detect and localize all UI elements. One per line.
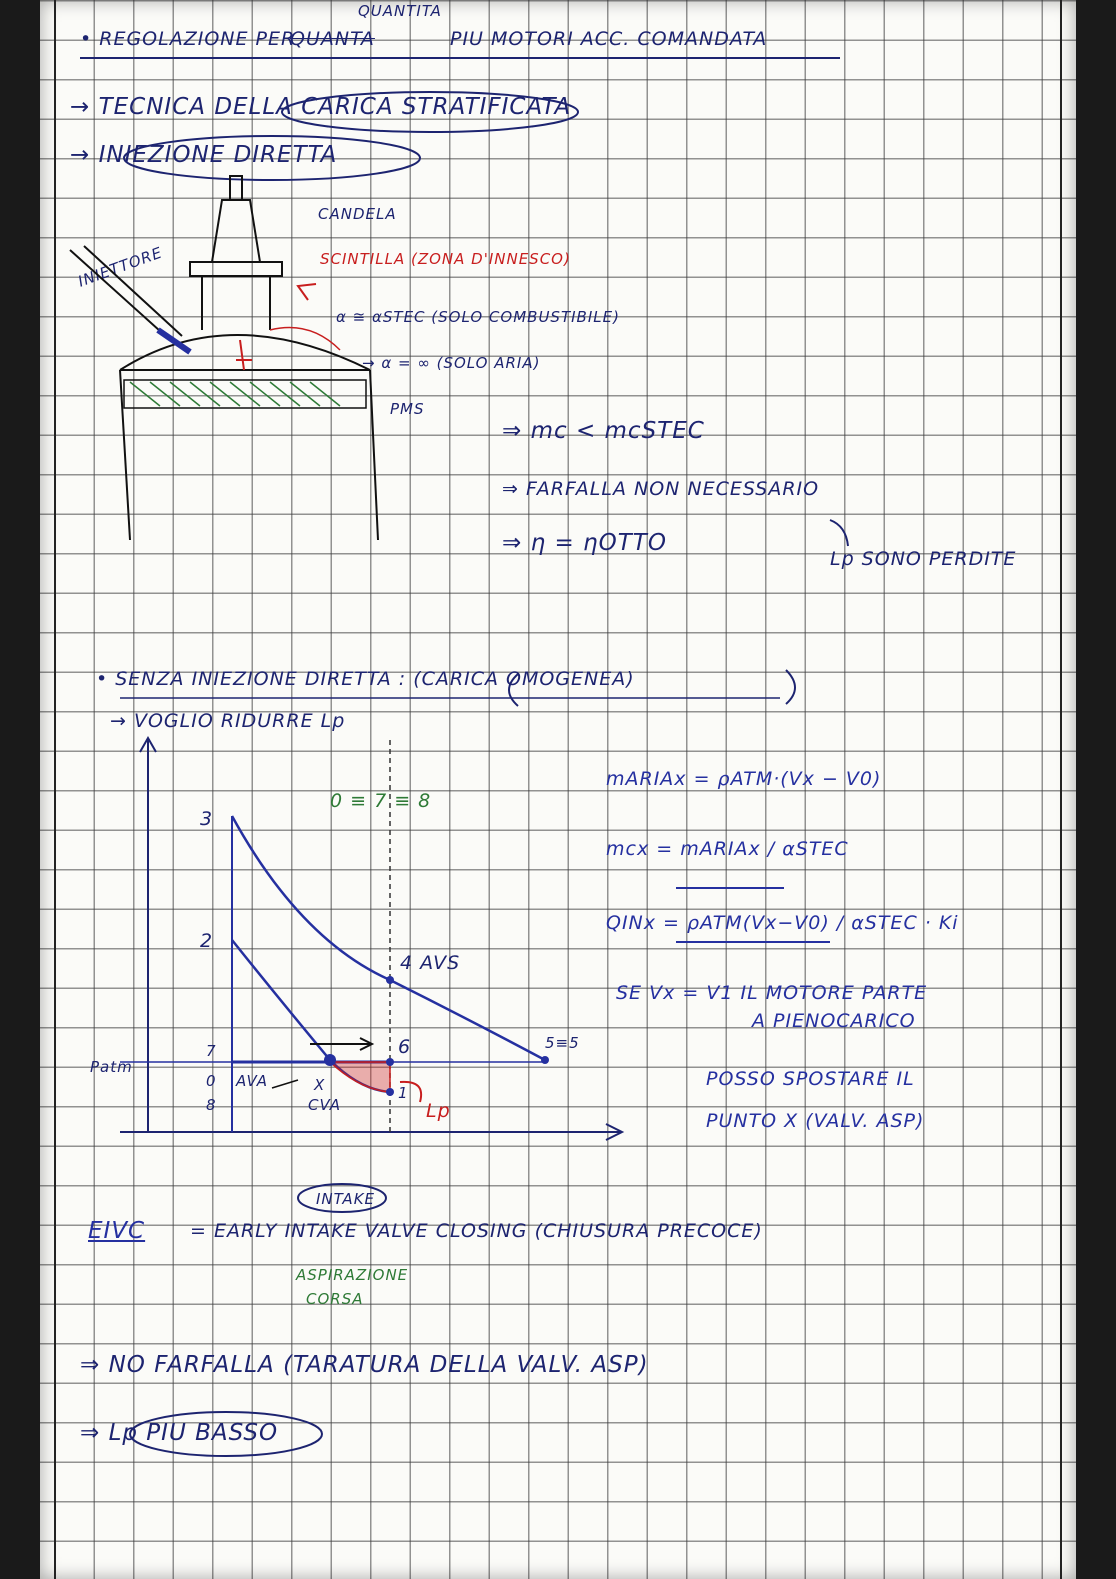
point-4: 4 AVS bbox=[400, 952, 461, 974]
label-candela: CANDELA bbox=[318, 205, 397, 223]
point-6: 6 bbox=[398, 1036, 412, 1058]
note-vx-v1: SE Vx = V1 IL MOTORE PARTE bbox=[616, 982, 928, 1004]
section2-title: • SENZA INIEZIONE DIRETTA : (CARICA OMOGENEA) bbox=[96, 668, 635, 690]
note-punto-x: PUNTO X (VALV. ASP) bbox=[706, 1110, 925, 1132]
point-1: 1 bbox=[398, 1084, 409, 1102]
point-7: 7 bbox=[206, 1042, 217, 1060]
diagram-equality: 0 ≡ 7 ≡ 8 bbox=[330, 790, 432, 812]
result-lp-note: Lp SONO PERDITE bbox=[830, 548, 1017, 570]
cylinder-sketch bbox=[70, 176, 378, 540]
pv-diagram bbox=[120, 738, 622, 1140]
formula-m-cx: mcx = mARIAx / αSTEC bbox=[606, 838, 849, 860]
result-eta: ⇒ η = ηOTTO bbox=[502, 530, 667, 556]
sketches bbox=[40, 0, 1076, 1579]
oval-carica-stratificata bbox=[282, 92, 578, 132]
label-alpha-inf: → α = ∞ (SOLO ARIA) bbox=[362, 354, 541, 372]
eivc-acronym: EIVC bbox=[88, 1218, 146, 1244]
formula-q-inx: QINx = ρATM(Vx−V0) / αSTEC · Ki bbox=[606, 912, 959, 934]
point-8: 8 bbox=[206, 1096, 217, 1114]
heading-crossed-word: QUANTA bbox=[290, 28, 375, 50]
no-farfalla-line: ⇒ NO FARFALLA (TARATURA DELLA VALV. ASP) bbox=[80, 1352, 649, 1378]
eivc-text: = EARLY INTAKE VALVE CLOSING (CHIUSURA PRECOCE) bbox=[190, 1220, 763, 1242]
result-mass: ⇒ mc < mcSTEC bbox=[502, 418, 705, 444]
label-x: X bbox=[314, 1076, 326, 1094]
label-lp: Lp bbox=[426, 1100, 451, 1122]
point-2: 2 bbox=[200, 930, 214, 952]
note-posso: POSSO SPOSTARE IL bbox=[706, 1068, 915, 1090]
annotation-corsa: CORSA bbox=[306, 1290, 364, 1308]
label-scintilla: SCINTILLA (ZONA D'INNESCO) bbox=[320, 250, 571, 268]
direct-injection-line: → INIEZIONE DIRETTA bbox=[70, 142, 338, 168]
label-cva: CVA bbox=[308, 1096, 341, 1114]
note-pienocarico: A PIENOCARICO bbox=[752, 1010, 916, 1032]
oval-intake bbox=[298, 1184, 386, 1212]
technique-line: → TECNICA DELLA CARICA STRATIFICATA bbox=[70, 94, 572, 120]
notebook-page bbox=[40, 0, 1076, 1579]
point-5: 5≡5 bbox=[545, 1034, 580, 1052]
heading-title-left: • REGOLAZIONE PER bbox=[80, 28, 296, 50]
oval-lp-basso bbox=[130, 1412, 322, 1456]
label-ava: AVA bbox=[236, 1072, 269, 1090]
point-0: 0 bbox=[206, 1072, 217, 1090]
point-3: 3 bbox=[200, 808, 214, 830]
oval-iniezione-diretta bbox=[124, 136, 420, 180]
heading-word-above: QUANTITA bbox=[358, 2, 442, 20]
formula-m-aria: mARIAx = ρATM·(Vx − V0) bbox=[606, 768, 882, 790]
annotation-aspirazione: ASPIRAZIONE bbox=[296, 1266, 409, 1284]
eivc-intake: INTAKE bbox=[316, 1190, 376, 1208]
label-iniettore: INIETTORE bbox=[75, 243, 165, 291]
label-patm: Patm bbox=[90, 1058, 133, 1076]
result-farfalla: ⇒ FARFALLA NON NECESSARIO bbox=[502, 478, 820, 500]
section2-subtitle: → VOGLIO RIDURRE Lp bbox=[110, 710, 346, 732]
lp-basso-line: ⇒ Lp PIU BASSO bbox=[80, 1420, 279, 1446]
label-pms: PMS bbox=[390, 400, 425, 418]
heading-title-right: PIU MOTORI ACC. COMANDATA bbox=[450, 28, 768, 50]
label-alpha-stec: α ≅ αSTEC (SOLO COMBUSTIBILE) bbox=[336, 308, 620, 326]
